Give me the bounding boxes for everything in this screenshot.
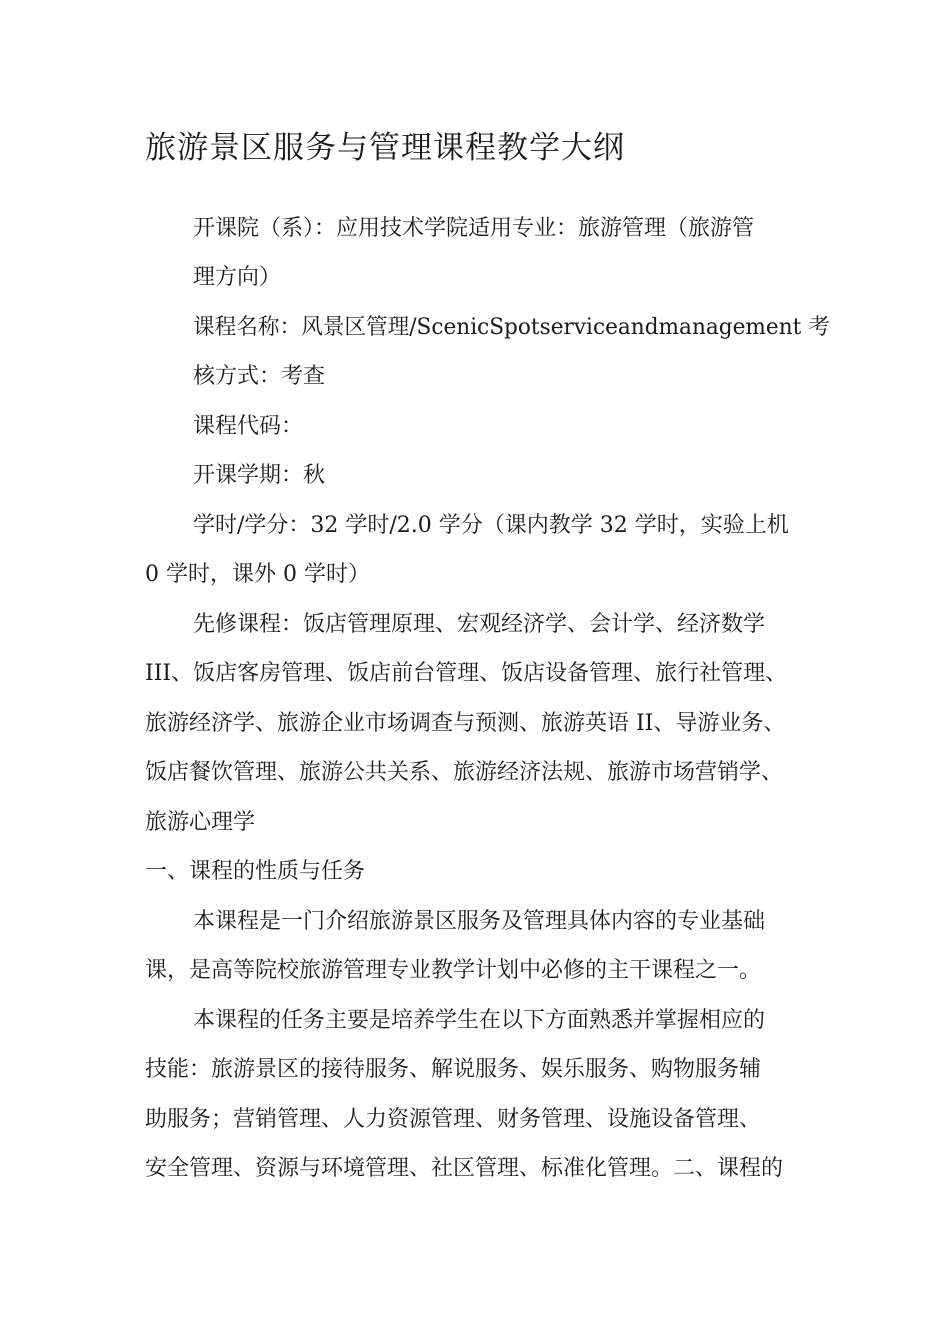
text-line: 本课程的任务主要是培养学生在以下方面熟悉并掌握相应的 (193, 1008, 766, 1033)
text-line: 开课学期：秋 (193, 463, 326, 488)
text-line: 核方式：考查 (193, 364, 326, 389)
text-line: 助服务；营销管理、人力资源管理、财务管理、设施设备管理、 (145, 1107, 762, 1132)
text-line: 饭店餐饮管理、旅游公共关系、旅游经济法规、旅游市场营销学、 (145, 760, 784, 785)
section-heading: 一、课程的性质与任务 (145, 859, 366, 884)
text-line: 课，是高等院校旅游管理专业教学计划中必修的主干课程之一。 (145, 958, 762, 983)
text-line: 课程代码： (193, 414, 304, 439)
text-line: 先修课程：饭店管理原理、宏观经济学、会计学、经济数学 (193, 612, 766, 637)
document-title: 旅游景区服务与管理课程教学大纲 (145, 130, 625, 166)
text-line: 本课程是一门介绍旅游景区服务及管理具体内容的专业基础 (193, 909, 766, 934)
text-line: 技能：旅游景区的接待服务、解说服务、娱乐服务、购物服务辅 (145, 1057, 762, 1082)
text-line: 0 学时，课外 0 学时） (145, 562, 370, 587)
text-line: 安全管理、资源与环境管理、社区管理、标准化管理。二、课程的 (145, 1156, 784, 1181)
text-line: 课程名称：风景区管理/ScenicSpotserviceandmanagement 考 (193, 315, 830, 340)
text-line: 旅游心理学 (145, 810, 256, 835)
text-line: 理方向） (193, 265, 282, 290)
text-line: III、饭店客房管理、饭店前台管理、饭店设备管理、旅行社管理、 (145, 661, 788, 686)
text-line: 旅游经济学、旅游企业市场调查与预测、旅游英语 II、导游业务、 (145, 711, 786, 736)
text-line: 开课院（系）：应用技术学院适用专业：旅游管理（旅游管 (193, 216, 755, 241)
text-line: 学时/学分：32 学时/2.0 学分（课内教学 32 学时，实验上机 (193, 513, 789, 538)
